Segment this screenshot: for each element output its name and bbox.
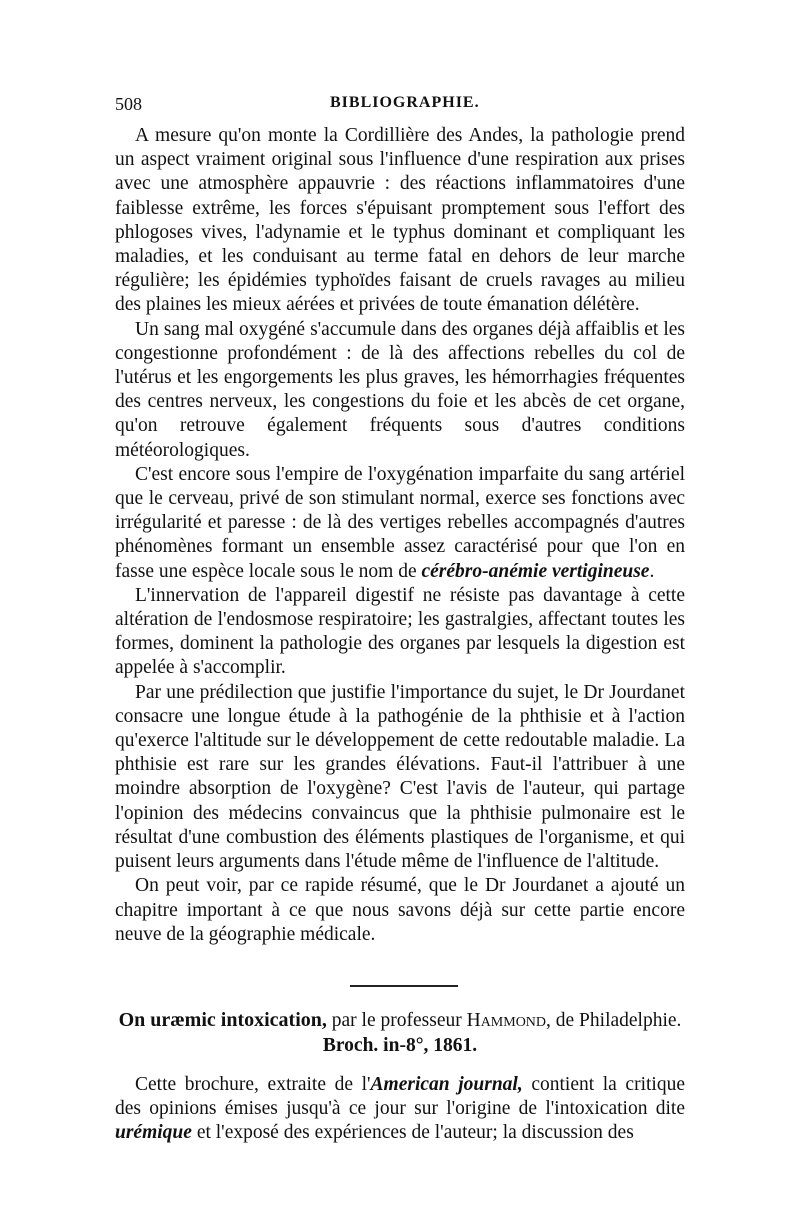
paragraph-altitude-pathology: A mesure qu'on monte la Cordillière des Andes, la pathologie prend un aspect vraiment original sous l'influence d'une respiration aux prises avec une atmosphère appauvrie : des réactions inflammatoires d'une faiblesse extrême, les forces s'épuisant promptement sous l'effort des phlogoses vives, l'adynamie et le typhus dominant et compliquant les maladies, et les conduisant au terme fatal en dehors de leur marche régulière; les épidémies typhoïdes faisant de cruels ravages au milieu des plaines les mieux aérées et privées de toute émanation délétère. (115, 125, 685, 316)
section-divider (350, 985, 458, 987)
byline-prefix: par le professeur (331, 1010, 462, 1031)
publication-info: Broch. in-8°, 1861. (322, 1035, 478, 1056)
paragraph-cerebral-anemia (115, 463, 685, 584)
journal-name: American journal, (370, 1074, 523, 1095)
body-text (115, 124, 685, 947)
paragraph-digestive-innervation: L'innervation de l'appareil digestif ne résiste pas davantage à cette altération de l'endosmose respiratoire; les gastralgies, affectant toutes les formes, dominent la pathologie des organes par lesquels la digestion est appelée à s'accomplir. (115, 584, 685, 679)
review-text-before: Cette brochure, extraite de l' (135, 1074, 371, 1095)
uremic-term: urémique (115, 1122, 192, 1144)
section-heading (115, 1008, 685, 1058)
review-text-after: et l'exposé des expériences de l'auteur; la discussion des (191, 1122, 634, 1144)
author-name: Hammond (466, 1010, 547, 1031)
paragraph-congestion: Un sang mal oxygéné s'accumule dans des organes déjà affaiblis et les congestionne profondément : de là des affections rebelles du col de l'utérus et les engorgements les plus graves, les hémorrhagies fréquentes des centres nerveux, les congestions du foie et les abcès de cet organe, qu'on retrouve également fréquents sous d'autres conditions météorologiques. (115, 318, 685, 461)
paragraph-summary: On peut voir, par ce rapide résumé, que le Dr Jourdanet a ajouté un chapitre important à ce que nous savons déjà sur cette partie encore neuve de la géographie médicale. (115, 875, 685, 945)
running-head (115, 94, 685, 118)
running-title: BIBLIOGRAPHIE. (330, 94, 480, 111)
review-paragraph (115, 1073, 685, 1146)
section-text (115, 1073, 685, 1146)
paragraph-cerebral-anemia-text: C'est encore sous l'empire de l'oxygénation imparfaite du sang artériel que le cerveau, privé de son stimulant normal, exerce ses fonctions avec irrégularité et paresse : de là des vertiges rebelles accompagnés d'autres phénomènes formant un ensemble assez caractérisé pour que l'on en fasse une espèce locale sous le nom de (115, 463, 685, 582)
cerebro-anemia-term: cérébro-anémie vertigineuse (421, 560, 650, 582)
byline-suffix: , de Philadelphie. (546, 1010, 682, 1031)
section-title: On uræmic intoxication, (118, 1009, 327, 1031)
review-text-middle: contient la critique des opinions émises jusqu'à ce jour sur l'origine de l'intoxication dite (115, 1074, 685, 1120)
paragraph-cerebral-anemia-end: . (649, 560, 655, 582)
page-number: 508 (115, 94, 142, 114)
paragraph-phthisis: Par une prédilection que justifie l'importance du sujet, le Dr Jourdanet consacre une longue étude à la pathogénie de la phthisie et à l'action qu'exerce l'altitude sur le développement de cette redoutable maladie. La phthisie est rare sur les grandes élévations. Faut-il l'attribuer à une moindre absorption de l'oxygène? C'est l'avis de l'auteur, qui partage l'opinion des médecins convaincus que la phthisie pulmonaire est le résultat d'une combustion des éléments plastiques de l'organisme, et qui puisent leurs arguments dans l'étude même de l'influence de l'altitude. (115, 681, 685, 873)
